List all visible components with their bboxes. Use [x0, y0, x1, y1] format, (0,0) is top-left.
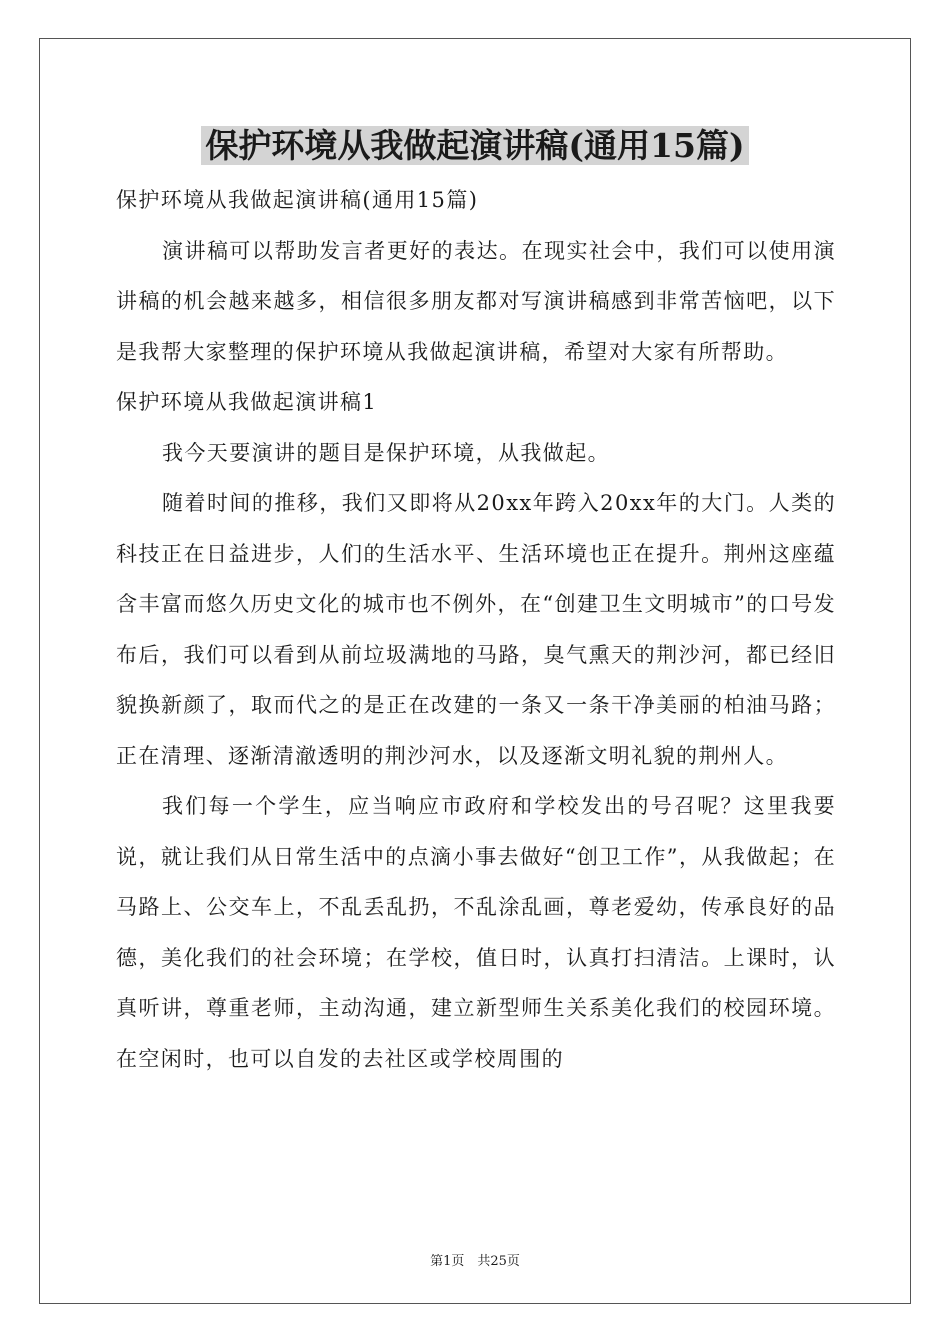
paragraph: 我们每一个学生，应当响应市政府和学校发出的号召呢？这里我要说，就让我们从日常生活中的点滴小事去做好“创卫工作”，从我做起；在马路上、公交车上，不乱丢乱扔，不乱涂乱画，尊老爱幼，传承良好的品德，美化我们的社会环境；在学校，值日时，认真打扫清洁。上课时，认真听讲，尊重老师，主动沟通，建立新型师生关系美化我们的校园环境。在空闲时，也可以自发的去社区或学校周围的 [116, 794, 836, 1071]
paragraph: 保护环境从我做起演讲稿1 [116, 390, 378, 414]
paragraph: 演讲稿可以帮助发言者更好的表达。在现实社会中，我们可以使用演讲稿的机会越来越多，相信很多朋友都对写演讲稿感到非常苦恼吧，以下是我帮大家整理的保护环境从我做起演讲稿，希望对大家有所帮助。 [116, 238, 836, 364]
paragraph: 我今天要演讲的题目是保护环境，从我做起。 [162, 440, 610, 465]
paragraph: 随着时间的推移，我们又即将从20xx年跨入20xx年的大门。人类的科技正在日益进步，人们的生活水平、生活环境也正在提升。荆州这座蕴含丰富而悠久历史文化的城市也不例外，在“创建卫生文明城市”的口号发布后，我们可以看到从前垃圾满地的马路，臭气熏天的荆沙河，都已经旧貌换新颜了，取而代之的是正在改建的一条又一条干净美丽的柏油马路；正在清理、逐渐清澈透明的荆沙河水，以及逐渐文明礼貌的荆州人。 [116, 491, 836, 768]
document-title [0, 124, 950, 168]
document-title-text: 保护环境从我做起演讲稿(通用15篇) [201, 126, 748, 165]
document-body [116, 175, 836, 1084]
paragraph: 保护环境从我做起演讲稿(通用15篇) [116, 188, 479, 212]
page-footer: 第1页 共25页 [430, 1254, 520, 1269]
